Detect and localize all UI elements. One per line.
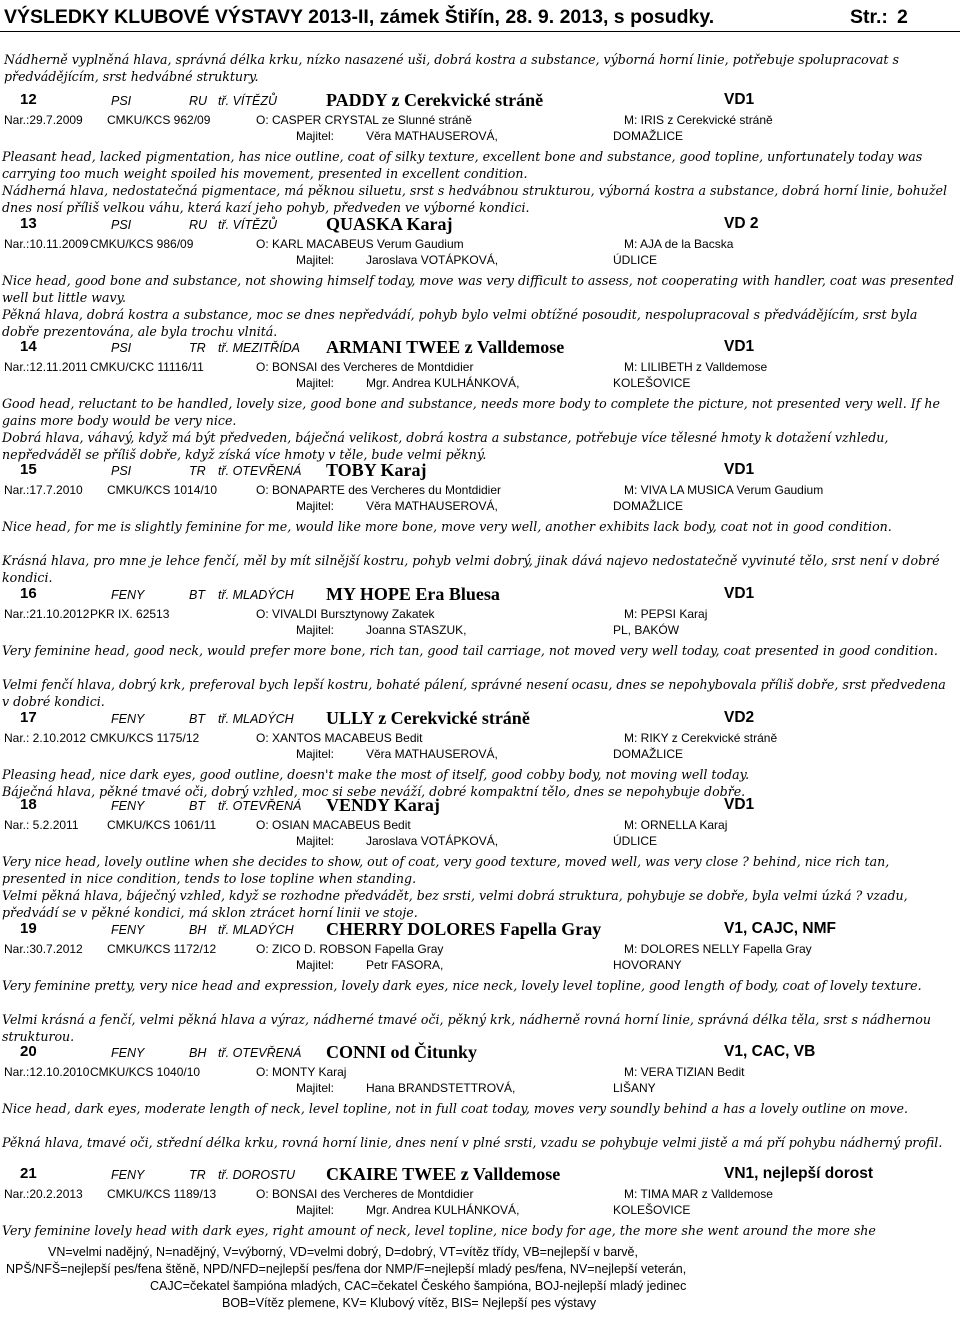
show-class: tř. OTEVŘENÁ [218, 464, 302, 478]
legend-line-3: CAJC=čekatel šampióna mladých, CAC=čekatel Českého šampióna, BOJ-nejlepší mladý jedinec [150, 1279, 687, 1293]
critique-english: Nice head, dark eyes, moderate length of neck, level topline, not in full coat today, moves very soundly behind a has a lovely outline on move. [2, 1101, 908, 1116]
coat-color-code: BH [189, 1046, 207, 1060]
pedigree-row [0, 818, 960, 834]
dam: M: PEPSI Karaj [624, 607, 708, 621]
sire: O: VIVALDI Bursztynowy Zakatek [256, 607, 435, 621]
owner-row [0, 623, 960, 639]
dog-name: CHERRY DOLORES Fapella Gray [326, 919, 602, 939]
critique-czech: Velmi fenčí hlava, dobrý krk, preferoval bych lepší kostru, bohaté pálení, správné nesení ocasu, dnes se nepohybovala příliš dobře, srst předvedena v dobré kondici. [2, 677, 946, 709]
critique-english: Good head, reluctant to be handled, lovely size, good bone and substance, needs more body to complete the picture, not presented very well. If he gains more body would be very nice. [2, 396, 940, 428]
critique-czech: Dobrá hlava, váhavý, když má být předveden, báječná velikost, dobrá kostra a substance, potřebuje více tělesné hmoty k dotažení vzhledu, nepředváděl se příliš dobře, když získá více hmoty v těle, bude velmi pěkný. [2, 430, 889, 462]
owner-label: Majitel: [296, 253, 335, 267]
critique-czech: Velmi krásná a fenčí, velmi pěkná hlava a výraz, nádherné tmavé oči, pěkný krk, nádherně rovná horní linie, správná délka těla, srst s nádhernou strukturou. [2, 1012, 931, 1044]
owner-label: Majitel: [296, 834, 335, 848]
owner-name: Joanna STASZUK, [366, 623, 467, 637]
sire: O: CASPER CRYSTAL ze Slunné stráně [256, 113, 472, 127]
owner-city: DOMAŽLICE [613, 499, 684, 513]
owner-label: Majitel: [296, 1203, 335, 1217]
header-rule [0, 31, 960, 32]
dog-name: PADDY z Cerekvické stráně [326, 90, 544, 110]
owner-city: LIŠANY [613, 1081, 656, 1095]
registration-number: CMKU/KCS 1175/12 [90, 731, 200, 745]
birth-date: Nar.:29.7.2009 [4, 113, 83, 127]
document-title: VÝSLEDKY KLUBOVÉ VÝSTAVY 2013-II, zámek Štiřín, 28. 9. 2013, s posudky. [4, 6, 715, 28]
show-class: tř. VÍTĚZŮ [218, 94, 278, 108]
sex-label: FENY [111, 712, 145, 726]
sire: O: ZICO D. ROBSON Fapella Gray [256, 942, 444, 956]
owner-row [0, 747, 960, 763]
owner-city: PL, BAKÓW [613, 623, 680, 637]
pedigree-row [0, 483, 960, 499]
owner-name: Hana BRANDSTETTROVÁ, [366, 1081, 516, 1095]
catalog-number: 15 [20, 461, 37, 478]
grade-result: VD2 [724, 709, 755, 726]
show-class: tř. MLADÝCH [218, 588, 294, 602]
critique-english: Nice head, good bone and substance, not showing himself today, move was very difficult to assess, not cooperating with handler, coat was presented well but little wavy. [2, 273, 955, 305]
show-class: tř. OTEVŘENÁ [218, 799, 302, 813]
critique-czech: Velmi pěkná hlava, báječný vzhled, když se rozhodne předvádět, bez srsti, velmi dobrá struktura, pohybuje se dobře, byla velmi úzká ? vzadu, předvádí se v pěkné kondici, má sklon ztrácet horní linii ve stoje. [2, 888, 908, 920]
legend-line-4: BOB=Vítěz plemene, KV= Klubový vítěz, BIS= Nejlepší pes výstavy [222, 1296, 597, 1310]
page-number: 2 [897, 6, 908, 28]
critique-english: Very feminine lovely head with dark eyes, right amount of neck, level topline, nice body for age, the more she went around the more she [2, 1223, 876, 1238]
catalog-number: 18 [20, 796, 37, 813]
owner-label: Majitel: [296, 376, 335, 390]
grade-result: VD1 [724, 91, 755, 108]
owner-city: DOMAŽLICE [613, 747, 684, 761]
sex-label: FENY [111, 799, 145, 813]
sex-label: PSI [111, 218, 132, 232]
dam: M: IRIS z Cerekvické stráně [624, 113, 773, 127]
coat-color-code: TR [189, 341, 206, 355]
pedigree-row [0, 1187, 960, 1203]
legend-line-2: NPŠ/NFŠ=nejlepší pes/fena štěně, NPD/NFD=nejlepší pes/fena dor NMP/F=nejlepší mladý pes/fena, NV=nejlepší veterán, [6, 1262, 687, 1276]
coat-color-code: TR [189, 1168, 206, 1182]
pedigree-row [0, 607, 960, 623]
grade-result: VD1 [724, 585, 755, 602]
entry-heading [0, 708, 960, 730]
birth-date: Nar.: 2.10.2012 [4, 731, 87, 745]
owner-label: Majitel: [296, 499, 335, 513]
grade-result: VN1, nejlepší dorost [724, 1165, 874, 1182]
owner-row [0, 376, 960, 392]
entry-heading [0, 1042, 960, 1064]
sire: O: XANTOS MACABEUS Bedit [256, 731, 423, 745]
show-class: tř. MEZITŘÍDA [218, 341, 300, 355]
registration-number: CMKU/KCS 962/09 [107, 113, 211, 127]
grade-result: V1, CAC, VB [724, 1043, 816, 1060]
dog-name: ULLY z Cerekvické stráně [326, 708, 530, 728]
catalog-number: 19 [20, 920, 37, 937]
pedigree-row [0, 942, 960, 958]
sex-label: FENY [111, 923, 145, 937]
pedigree-row [0, 731, 960, 747]
owner-label: Majitel: [296, 1081, 335, 1095]
dog-name: TOBY Karaj [326, 460, 427, 480]
critique-czech: Krásná hlava, pro mne je lehce fenčí, měl by mít silnější kostru, pohyb velmi dobrý, jinak dává najevo nedostatečně vyvinuté tělo, srst není v dobré kondici. [2, 553, 940, 585]
catalog-number: 16 [20, 585, 37, 602]
sire: O: KARL MACABEUS Verum Gaudium [256, 237, 464, 251]
entry-heading [0, 1164, 960, 1186]
sex-label: FENY [111, 588, 145, 602]
sex-label: PSI [111, 341, 132, 355]
owner-name: Věra MATHAUSEROVÁ, [366, 499, 498, 513]
dog-name: CONNI od Čitunky [326, 1042, 478, 1062]
sex-label: PSI [111, 94, 132, 108]
pedigree-row [0, 113, 960, 129]
owner-name: Jaroslava VOTÁPKOVÁ, [366, 253, 499, 267]
grade-result: VD1 [724, 461, 755, 478]
dog-name: VENDY Karaj [326, 795, 440, 815]
sire: O: BONSAI des Vercheres de Montdidier [256, 360, 474, 374]
owner-city: KOLEŠOVICE [613, 376, 691, 390]
owner-city: ÚDLICE [613, 253, 658, 267]
registration-number: CMKU/KCS 1061/11 [107, 818, 217, 832]
critique-english: Nice head, for me is slightly feminine for me, would like more bone, move very well, another exhibits lack body, coat not in good condition. [2, 519, 892, 534]
owner-row [0, 129, 960, 145]
coat-color-code: BT [189, 799, 205, 813]
birth-date: Nar.:12.10.2010 [4, 1065, 90, 1079]
owner-name: Věra MATHAUSEROVÁ, [366, 747, 498, 761]
critique-czech: Nádherná hlava, nedostatečná pigmentace, má pěknou siluetu, srst s hedvábnou strukturou, výborná kostra a substance, dobrá horní linie, bohužel dnes nosí příliš velkou váhu, která kazí jeho pohyb, předveden ve výborné kondici. [2, 183, 947, 215]
registration-number: CMKU/CKC 11116/11 [90, 360, 204, 374]
birth-date: Nar.:30.7.2012 [4, 942, 83, 956]
intro-critique: Nádherně vyplněná hlava, správná délka krku, nízko nasazené uši, dobrá kostra a substance, výborná horní linie, potřebuje spolupracovat s předvádějícím, srst hedvábné struktury. [4, 52, 899, 84]
show-class: tř. MLADÝCH [218, 712, 294, 726]
dam: M: VIVA LA MUSICA Verum Gaudium [624, 483, 824, 497]
coat-color-code: BH [189, 923, 207, 937]
owner-name: Petr FASORA, [366, 958, 444, 972]
catalog-number: 17 [20, 709, 37, 726]
catalog-number: 14 [20, 338, 37, 355]
entry-heading [0, 90, 960, 112]
registration-number: CMKU/KCS 986/09 [90, 237, 194, 251]
sire: O: BONAPARTE des Vercheres du Montdidier [256, 483, 501, 497]
sire: O: MONTY Karaj [256, 1065, 347, 1079]
entry-heading [0, 460, 960, 482]
registration-number: CMKU/KCS 1014/10 [107, 483, 218, 497]
grade-result: VD1 [724, 796, 755, 813]
dog-name: CKAIRE TWEE z Valldemose [326, 1164, 561, 1184]
registration-number: CMKU/KCS 1172/12 [107, 942, 217, 956]
critique-czech: Báječná hlava, pěkné tmavé oči, dobrý vzhled, moc si sebe neváží, dobré kompaktní tělo, dnes se nepohybuje dobře. [2, 784, 746, 799]
owner-row [0, 499, 960, 515]
sire: O: BONSAI des Vercheres de Montdidier [256, 1187, 474, 1201]
owner-row [0, 1203, 960, 1219]
registration-number: PKR IX. 62513 [90, 607, 170, 621]
owner-name: Jaroslava VOTÁPKOVÁ, [366, 834, 499, 848]
owner-label: Majitel: [296, 958, 335, 972]
grade-result: V1, CAJC, NMF [724, 920, 836, 937]
birth-date: Nar.:10.11.2009 [4, 237, 89, 251]
owner-label: Majitel: [296, 747, 335, 761]
owner-row [0, 253, 960, 269]
coat-color-code: RU [189, 94, 208, 108]
entry-heading [0, 919, 960, 941]
owner-row [0, 1081, 960, 1097]
critique-english: Very feminine head, good neck, would prefer more bone, rich tan, good tail carriage, not moved very well today, coat presented in good condition. [2, 643, 938, 658]
sex-label: FENY [111, 1168, 145, 1182]
birth-date: Nar.:12.11.2011 [4, 360, 88, 374]
dog-name: MY HOPE Era Bluesa [326, 584, 500, 604]
critique-english: Pleasing head, nice dark eyes, good outline, doesn't make the most of itself, good cobby body, not moving well today. [2, 767, 750, 782]
show-class: tř. MLADÝCH [218, 923, 294, 937]
sire: O: OSIAN MACABEUS Bedit [256, 818, 411, 832]
pedigree-row [0, 237, 960, 253]
dam: M: TIMA MAR z Valldemose [624, 1187, 773, 1201]
owner-row [0, 834, 960, 850]
owner-city: KOLEŠOVICE [613, 1203, 691, 1217]
sex-label: FENY [111, 1046, 145, 1060]
page-label: Str.: [850, 6, 888, 28]
legend-line-1: VN=velmi nadějný, N=nadějný, V=výborný, VD=velmi dobrý, D=dobrý, VT=vítěz třídy, VB=nejlepší v barvě, [48, 1245, 638, 1259]
owner-label: Majitel: [296, 623, 335, 637]
show-class: tř. OTEVŘENÁ [218, 1046, 302, 1060]
pedigree-row [0, 360, 960, 376]
dam: M: LILIBETH z Valldemose [624, 360, 768, 374]
critique-czech: Pěkná hlava, tmavé oči, střední délka krku, rovná horní linie, dnes není v plné srsti, vzadu se pohybuje velmi jistě a má pří pohybu nádherný profil. [2, 1135, 943, 1150]
grade-result: VD1 [724, 338, 755, 355]
dog-name: QUASKA Karaj [326, 214, 453, 234]
entry-heading [0, 795, 960, 817]
coat-color-code: BT [189, 588, 205, 602]
catalog-number: 12 [20, 91, 37, 108]
entry-heading [0, 214, 960, 236]
pedigree-row [0, 1065, 960, 1081]
birth-date: Nar.:20.2.2013 [4, 1187, 83, 1201]
owner-city: HOVORANY [613, 958, 682, 972]
catalog-number: 13 [20, 215, 37, 232]
entry-heading [0, 584, 960, 606]
dam: M: RIKY z Cerekvické stráně [624, 731, 778, 745]
dam: M: DOLORES NELLY Fapella Gray [624, 942, 812, 956]
owner-name: Věra MATHAUSEROVÁ, [366, 129, 498, 143]
owner-name: Mgr. Andrea KULHÁNKOVÁ, [366, 376, 520, 390]
dam: M: AJA de la Bacska [624, 237, 734, 251]
grade-result: VD 2 [724, 215, 759, 232]
owner-row [0, 958, 960, 974]
owner-name: Mgr. Andrea KULHÁNKOVÁ, [366, 1203, 520, 1217]
birth-date: Nar.: 5.2.2011 [4, 818, 79, 832]
catalog-number: 20 [20, 1043, 37, 1060]
dam: M: VERA TIZIAN Bedit [624, 1065, 745, 1079]
catalog-number: 21 [20, 1165, 37, 1182]
owner-label: Majitel: [296, 129, 335, 143]
owner-city: DOMAŽLICE [613, 129, 684, 143]
critique-english: Pleasant head, lacked pigmentation, has nice outline, coat of silky texture, excellent bone and substance, good topline, unfortunately today was carrying too much weight spoiled his movement, presented in excellent condition. [2, 149, 923, 181]
registration-number: CMKU/KCS 1040/10 [90, 1065, 201, 1079]
show-class: tř. VÍTĚZŮ [218, 218, 278, 232]
critique-english: Very nice head, lovely outline when she decides to show, out of coat, very good texture, moved well, was very close ? behind, nice rich tan, presented in nice condition, tends to lose topline when standing. [2, 854, 890, 886]
dog-name: ARMANI TWEE z Valldemose [326, 337, 565, 357]
show-class: tř. DOROSTU [218, 1168, 296, 1182]
birth-date: Nar.:17.7.2010 [4, 483, 83, 497]
registration-number: CMKU/KCS 1189/13 [107, 1187, 217, 1201]
coat-color-code: TR [189, 464, 206, 478]
coat-color-code: BT [189, 712, 205, 726]
coat-color-code: RU [189, 218, 208, 232]
entry-heading [0, 337, 960, 359]
sex-label: PSI [111, 464, 132, 478]
page-header [4, 2, 956, 32]
birth-date: Nar.:21.10.2012 [4, 607, 90, 621]
critique-english: Very feminine pretty, very nice head and expression, lovely dark eyes, nice neck, lovely level topline, good length of body, coat of lovely texture. [2, 978, 922, 993]
critique-czech: Pěkná hlava, dobrá kostra a substance, moc se dnes nepředvádí, pohyb bylo velmi obtížné posoudit, nespolupracoval s předvádějícím, srst byla dobře prezentována, ale byla trochu vlnitá. [2, 307, 918, 339]
dam: M: ORNELLA Karaj [624, 818, 728, 832]
owner-city: ÚDLICE [613, 834, 658, 848]
